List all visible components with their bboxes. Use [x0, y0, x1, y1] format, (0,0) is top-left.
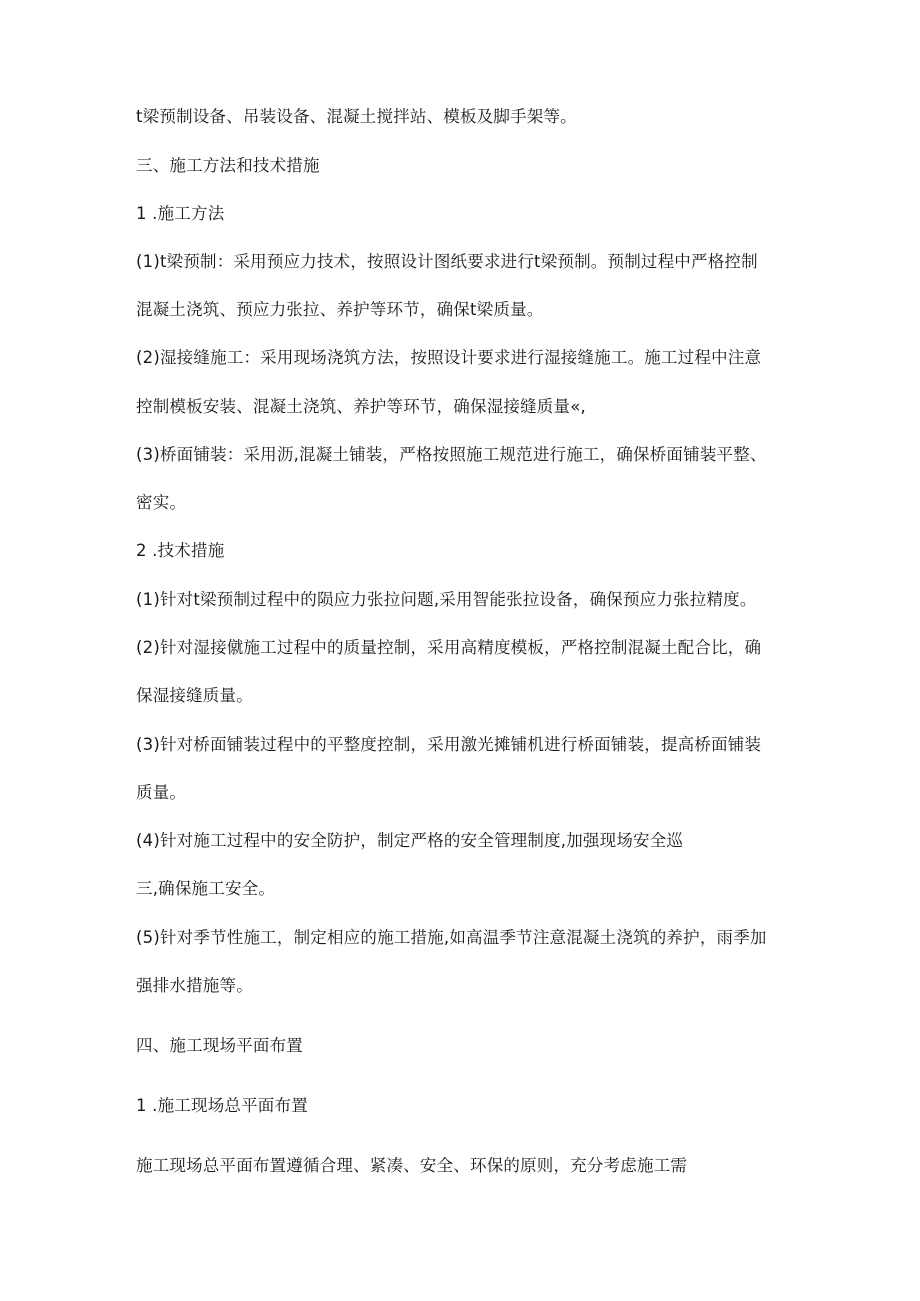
text-line: (5)针对季节性施工，制定相应的施工措施,如高温季节注意混凝土浇筑的养护，雨季加 [136, 928, 767, 947]
text-line: (3)桥面铺装：采用沥,混凝土铺装，严格按照施工规范进行施工，确保桥面铺装平整、 [136, 445, 767, 464]
text-line: 保湿接缝质量。 [136, 686, 253, 705]
text-line: (4)针对施工过程中的安全防护，制定严格的安全管理制度,加强现场安全巡 [136, 831, 684, 850]
subsection-heading: 1 .施工现场总平面布置 [136, 1096, 308, 1115]
text-line: 施工现场总平面布置遵循合理、紧凑、安全、环保的原则，充分考虑施工需 [136, 1156, 688, 1175]
text-line: 混凝土浇筑、预应力张拉、养护等环节，确保t梁质量。 [136, 300, 544, 319]
subsection-heading: 1 .施工方法 [136, 204, 225, 223]
text-line: (1)针对t梁预制过程中的陨应力张拉问题,采用智能张拉设备，确保预应力张拉精度。 [136, 590, 757, 609]
subsection-heading: 2 .技术措施 [136, 541, 225, 560]
text-line: (1)t梁预制：采用预应力技术，按照设计图纸要求进行t梁预制。预制过程中严格控制 [136, 252, 758, 271]
text-line: 三,确保施工安全。 [136, 879, 276, 898]
text-line: (3)针对桥面铺装过程中的平整度控制，采用激光摊铺机进行桥面铺装，提高桥面铺装 [136, 735, 762, 754]
text-line: 质量。 [136, 783, 187, 802]
text-line: t梁预制设备、吊装设备、混凝土搅拌站、模板及脚手架等。 [136, 107, 577, 126]
text-line: 强排水措施等。 [136, 976, 253, 995]
text-line: (2)针对湿接僦施工过程中的质量控制，采用高精度模板，严格控制混凝土配合比，确 [136, 638, 762, 657]
text-line: 密实。 [136, 493, 187, 512]
section-heading: 四、施工现场平面布置 [136, 1036, 303, 1055]
text-line: 控制模板安装、混凝土浇筑、养护等环节，确保湿接缝质量«, [136, 397, 586, 416]
text-line: (2)湿接缝施工：采用现场浇筑方法，按照设计要求进行湿接缝施工。施工过程中注意 [136, 348, 762, 367]
section-heading: 三、施工方法和技术措施 [136, 156, 320, 175]
